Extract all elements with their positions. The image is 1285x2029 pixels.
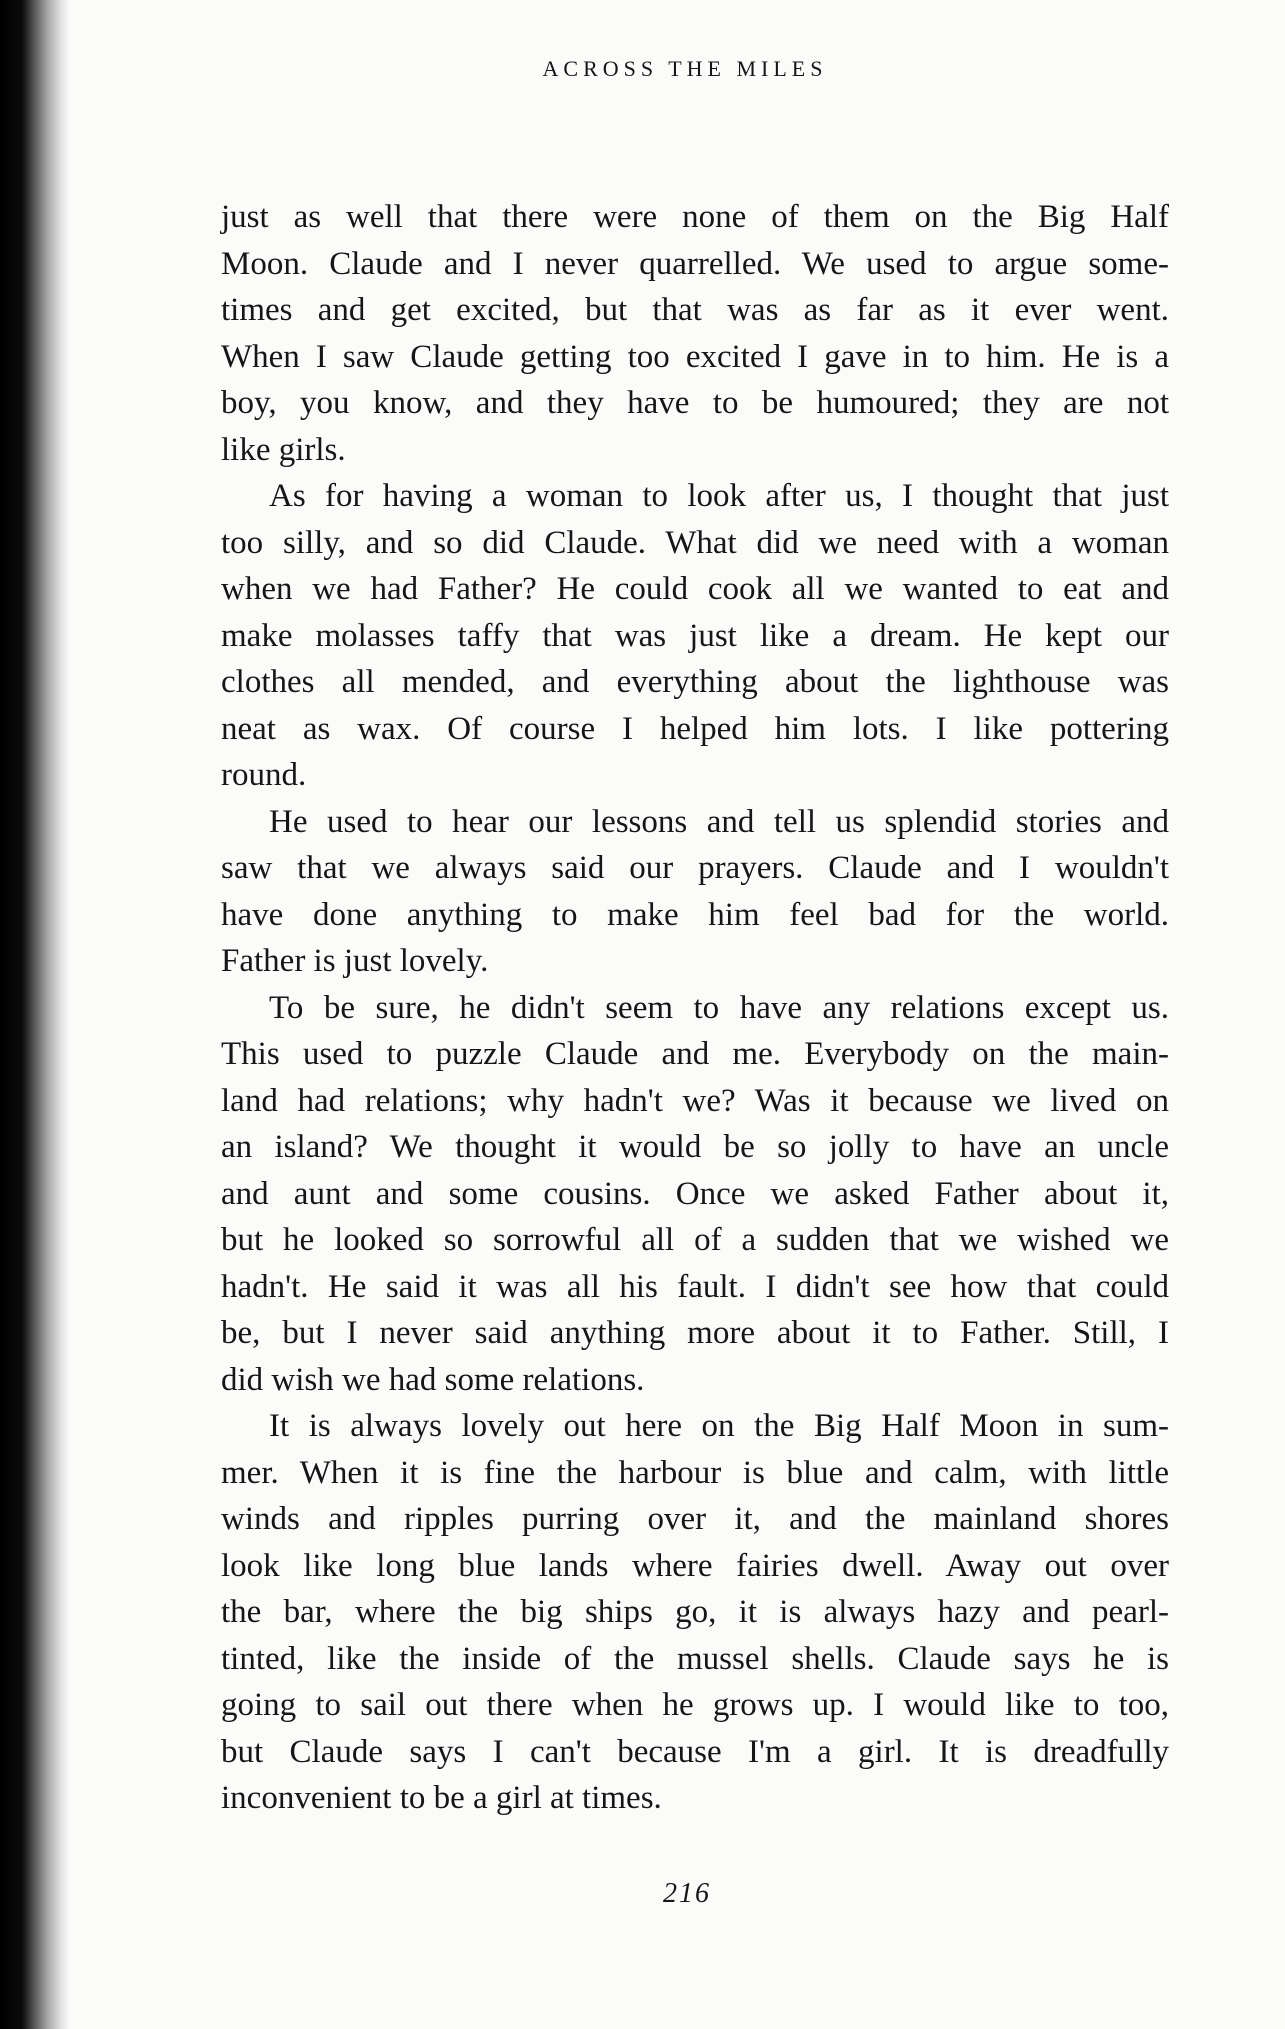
text-line: look like long blue lands where fairies dwell. Away out over [221, 1547, 1169, 1584]
text-line: like girls. [221, 431, 346, 468]
text-line: be, but I never said anything more about it to Father. Still, I [221, 1315, 1169, 1351]
text-line: clothes all mended, and everything about the lighthouse was [221, 664, 1169, 700]
paragraph [221, 1403, 1169, 1822]
text-line: make molasses taffy that was just like a dream. He kept our [221, 617, 1169, 654]
text-line: He used to hear our lessons and tell us splendid stories and [269, 803, 1169, 840]
text-line: land had relations; why hadn't we? Was it because we lived on [221, 1082, 1169, 1119]
text-line: have done anything to make him feel bad for the world. [221, 896, 1169, 933]
text-line: tinted, like the inside of the mussel shells. Claude says he is [221, 1640, 1169, 1677]
text-line: Father is just lovely. [221, 943, 489, 979]
text-line: hadn't. He said it was all his fault. I didn't see how that could [221, 1268, 1169, 1305]
text-line: As for having a woman to look after us, I thought that just [269, 478, 1169, 514]
book-spine-shadow [0, 0, 70, 2029]
text-line: but he looked so sorrowful all of a sudden that we wished we [221, 1222, 1169, 1258]
paragraph [221, 799, 1169, 985]
text-line: and aunt and some cousins. Once we asked Father about it, [221, 1175, 1169, 1212]
text-line: inconvenient to be a girl at times. [221, 1780, 662, 1816]
text-line: but Claude says I can't because I'm a girl. It is dreadfully [221, 1733, 1169, 1770]
paragraph [221, 473, 1169, 799]
page-body-text [221, 194, 1169, 1822]
text-line: just as well that there were none of them on the Big Half [221, 199, 1169, 235]
text-line: This used to puzzle Claude and me. Everybody on the main- [221, 1036, 1169, 1072]
text-line: It is always lovely out here on the Big Half Moon in sum- [269, 1408, 1169, 1444]
text-line: did wish we had some relations. [221, 1361, 645, 1398]
running-header: ACROSS THE MILES [542, 56, 828, 81]
text-line: when we had Father? He could cook all we wanted to eat and [221, 571, 1169, 607]
text-line: the bar, where the big ships go, it is always hazy and pearl- [221, 1594, 1169, 1630]
text-line: winds and ripples purring over it, and the mainland shores [221, 1501, 1169, 1537]
paragraph [221, 194, 1169, 473]
text-line: To be sure, he didn't seem to have any relations except us. [269, 989, 1169, 1026]
text-line: an island? We thought it would be so jolly to have an uncle [221, 1129, 1169, 1165]
text-line: going to sail out there when he grows up. I would like to too, [221, 1687, 1169, 1723]
page-number: 216 [663, 1878, 711, 1909]
text-line: saw that we always said our prayers. Claude and I wouldn't [221, 850, 1169, 886]
text-line: When I saw Claude getting too excited I gave in to him. He is a [221, 338, 1169, 375]
text-line: times and get excited, but that was as far as it ever went. [221, 292, 1169, 328]
text-line: boy, you know, and they have to be humoured; they are not [221, 385, 1169, 421]
text-line: mer. When it is fine the harbour is blue and calm, with little [221, 1454, 1169, 1491]
text-line: round. [221, 757, 307, 793]
text-line: too silly, and so did Claude. What did we need with a woman [221, 524, 1169, 561]
paragraph [221, 985, 1169, 1404]
text-line: Moon. Claude and I never quarrelled. We used to argue some- [221, 245, 1169, 282]
text-line: neat as wax. Of course I helped him lots. I like pottering [221, 710, 1169, 747]
